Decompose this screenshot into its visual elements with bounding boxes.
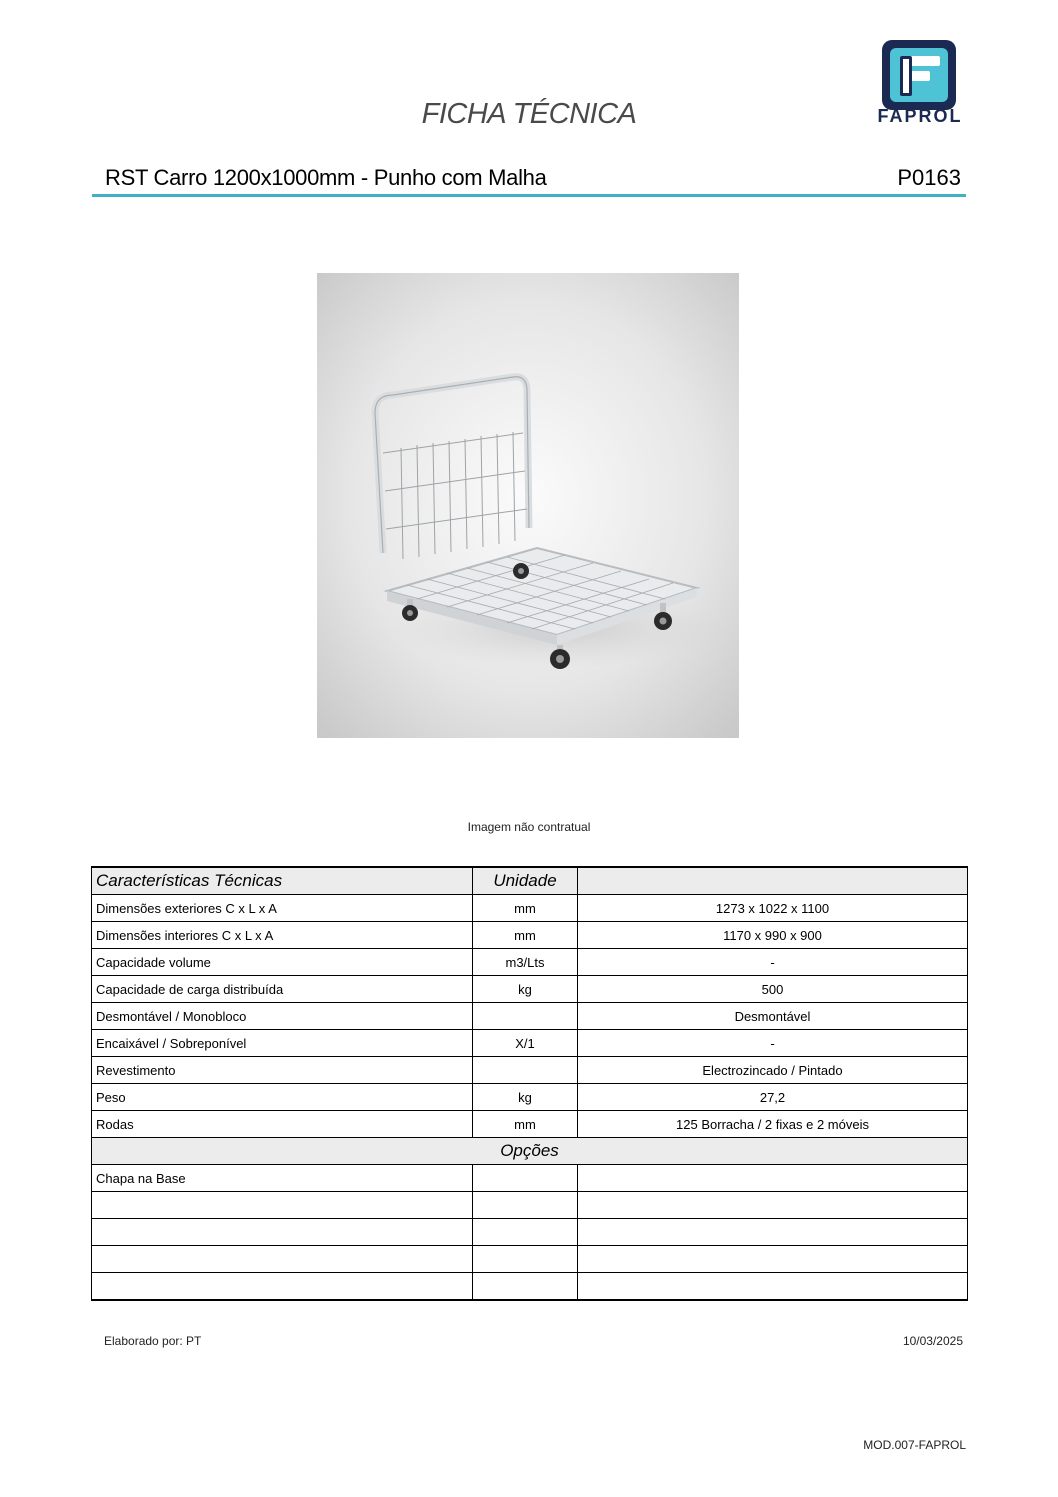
table-row xyxy=(92,895,968,922)
option-unit xyxy=(473,1273,578,1301)
table-row xyxy=(92,1084,968,1111)
option-row xyxy=(92,1165,968,1192)
row-characteristic: Dimensões exteriores C x L x A xyxy=(92,895,473,922)
product-name: RST Carro 1200x1000mm - Punho com Malha xyxy=(105,165,547,190)
row-unit: mm xyxy=(473,922,578,949)
row-value: 125 Borracha / 2 fixas e 2 móveis xyxy=(578,1111,968,1138)
option-characteristic xyxy=(92,1192,473,1219)
row-unit: kg xyxy=(473,1084,578,1111)
row-unit: X/1 xyxy=(473,1030,578,1057)
table-row xyxy=(92,949,968,976)
row-characteristic: Dimensões interiores C x L x A xyxy=(92,922,473,949)
row-unit xyxy=(473,1057,578,1084)
option-row xyxy=(92,1273,968,1301)
row-value: 1273 x 1022 x 1100 xyxy=(578,895,968,922)
row-unit: mm xyxy=(473,1111,578,1138)
option-characteristic: Chapa na Base xyxy=(92,1165,473,1192)
model-reference: MOD.007-FAPROL xyxy=(863,1438,966,1452)
row-unit: m3/Lts xyxy=(473,949,578,976)
row-characteristic: Desmontável / Monobloco xyxy=(92,1003,473,1030)
option-characteristic xyxy=(92,1273,473,1301)
options-section-row xyxy=(92,1138,968,1165)
row-characteristic: Peso xyxy=(92,1084,473,1111)
row-characteristic: Capacidade de carga distribuída xyxy=(92,976,473,1003)
image-caption: Imagem não contratual xyxy=(467,820,591,834)
table-row xyxy=(92,922,968,949)
option-characteristic xyxy=(92,1219,473,1246)
row-unit: mm xyxy=(473,895,578,922)
product-code: P0163 xyxy=(897,165,961,190)
row-characteristic: Encaixável / Sobreponível xyxy=(92,1030,473,1057)
document-title: FICHA TÉCNICA xyxy=(421,98,637,130)
option-unit xyxy=(473,1219,578,1246)
table-row xyxy=(92,1030,968,1057)
option-value xyxy=(578,1165,968,1192)
table-row xyxy=(92,1003,968,1030)
table-row xyxy=(92,1057,968,1084)
option-value xyxy=(578,1192,968,1219)
option-row xyxy=(92,1246,968,1273)
header-characteristics: Características Técnicas xyxy=(92,867,473,895)
row-value: 27,2 xyxy=(578,1084,968,1111)
header-value xyxy=(578,867,968,895)
logo-wordmark: FAPROL xyxy=(877,106,963,126)
option-row xyxy=(92,1192,968,1219)
row-characteristic: Rodas xyxy=(92,1111,473,1138)
option-characteristic xyxy=(92,1246,473,1273)
table-row xyxy=(92,976,968,1003)
specifications-table xyxy=(91,866,968,1301)
row-value: Desmontável xyxy=(578,1003,968,1030)
option-unit xyxy=(473,1192,578,1219)
option-unit xyxy=(473,1165,578,1192)
option-row xyxy=(92,1219,968,1246)
option-value xyxy=(578,1273,968,1301)
table-row xyxy=(92,1111,968,1138)
title-divider xyxy=(92,194,966,197)
option-value xyxy=(578,1246,968,1273)
row-value: 1170 x 990 x 900 xyxy=(578,922,968,949)
row-value: Electrozincado / Pintado xyxy=(578,1057,968,1084)
options-title: Opções xyxy=(92,1138,968,1165)
document-date: 10/03/2025 xyxy=(902,1334,963,1348)
table-header-row xyxy=(92,867,968,895)
row-characteristic: Revestimento xyxy=(92,1057,473,1084)
prepared-by: Elaborado por: PT xyxy=(104,1334,202,1348)
option-unit xyxy=(473,1246,578,1273)
row-unit xyxy=(473,1003,578,1030)
option-value xyxy=(578,1219,968,1246)
row-unit: kg xyxy=(473,976,578,1003)
row-value: - xyxy=(578,1030,968,1057)
row-characteristic: Capacidade volume xyxy=(92,949,473,976)
header-unit: Unidade xyxy=(473,867,578,895)
row-value: - xyxy=(578,949,968,976)
row-value: 500 xyxy=(578,976,968,1003)
product-image xyxy=(317,273,739,738)
